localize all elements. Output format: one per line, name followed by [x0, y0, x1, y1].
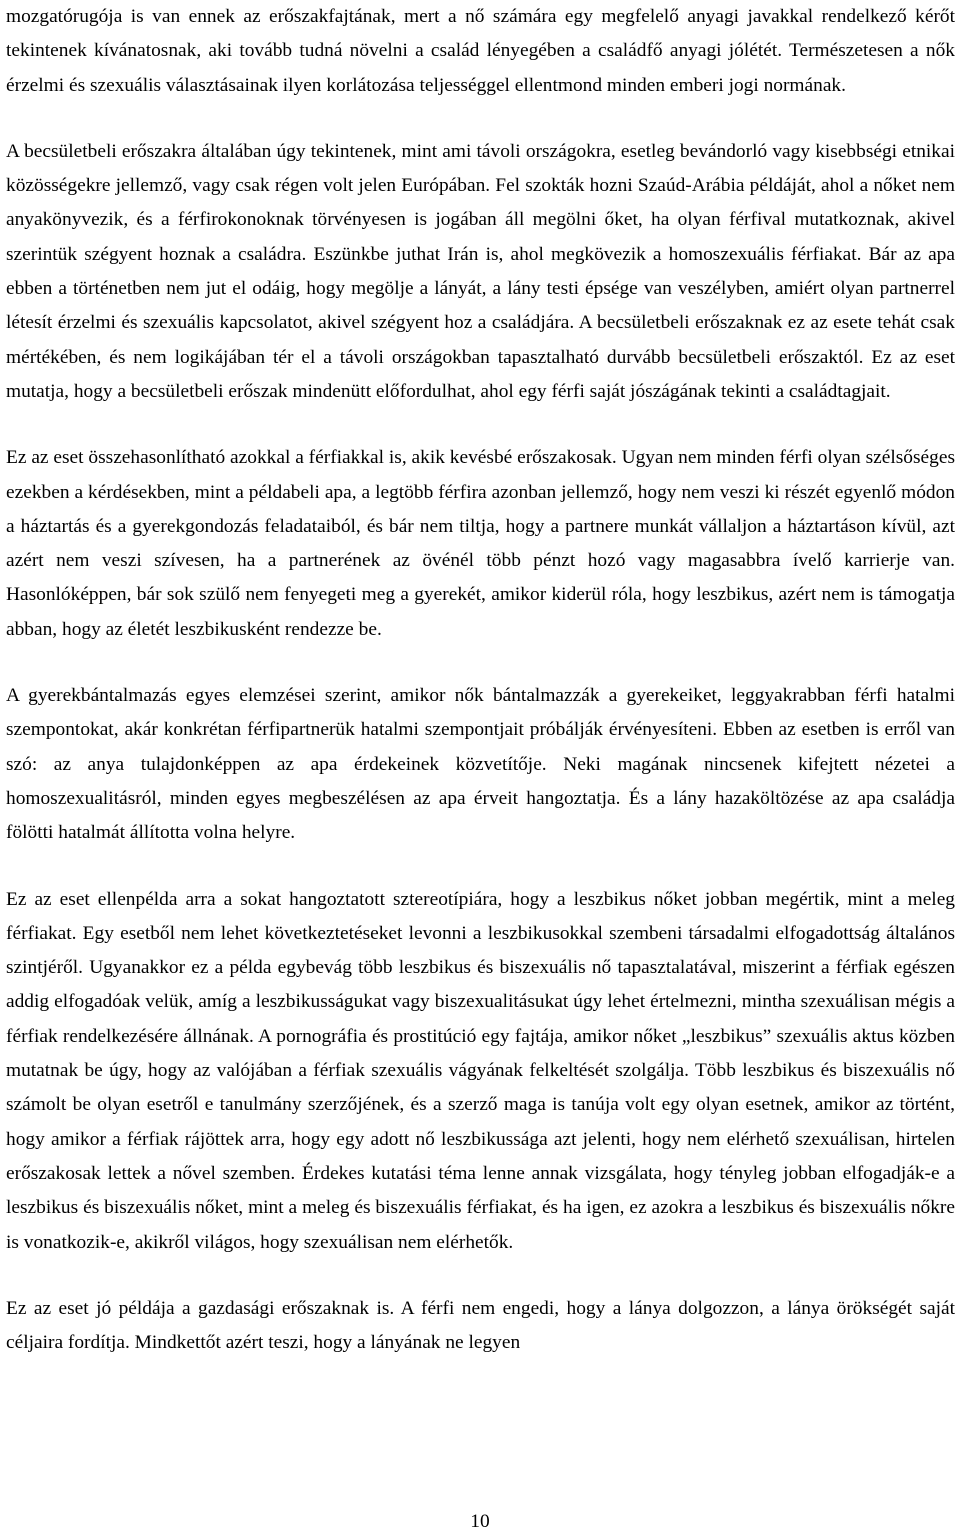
page-number: 10: [470, 1511, 490, 1532]
paragraph-5: Ez az eset ellenpélda arra a sokat hangoztatott sztereotípiára, hogy a leszbikus nőket jobban megértik, mint a meleg férfiakat. Egy esetből nem lehet következtetéseket levonni a leszbikusokkal szembeni társadalmi elfogadottság általános szintjéről. Ugyanakkor ez a példa egybevág több leszbikus és biszexuális nő tapasztalatával, miszerint a férfiak egészen addig elfogadóak velük, amíg a leszbikusságukat vagy biszexualitásukat úgy lehet értelmezni, mintha szexuálisan mégis a férfiak rendelkezésére állnának. A pornográfia és prostitúció egy fajtája, amikor nőket „leszbikus” szexuális aktus közben mutatnak be úgy, hogy az valójában a férfiak szexuális vágyának felkeltését szolgálja. Több leszbikus és biszexuális nő számolt be olyan esetről e tanulmány szerzőjének, és a szerző maga is tanúja volt egy olyan esetnek, amikor az történt, hogy amikor a férfiak rájöttek arra, hogy egy adott nő leszbikussága azt jelenti, hogy nem elérhető szexuálisan, hirtelen erőszakosak lettek a nővel szemben. Érdekes kutatási téma lenne annak vizsgálata, hogy tényleg jobban elfogadják-e a leszbikus és biszexuális nőket, mint a meleg és biszexuális férfiakat, és ha igen, ez azokra a leszbikus és biszexuális nőkre is vonatkozik-e, akikről világos, hogy szexuálisan nem elérhetők.: [6, 888, 955, 1253]
paragraph-2: A becsületbeli erőszakra általában úgy tekintenek, mint ami távoli országokra, esetleg bevándorló vagy kisebbségi etnikai közösségekre jellemző, vagy csak régen volt jelen Európában. Fel szokták hozni Szaúd-Arábia példáját, ahol a nőket nem anyakönyvezik, és a férfirokonoknak törvényesen is jogában áll megölni őket, ha olyan férfival mutatkoznak, akivel szerintük szégyent hoznak a családra. Eszünkbe juthat Irán is, ahol megkövezik a homoszexuális férfiakat. Bár az apa ebben a történetben nem jut el odáig, hogy megölje a lányát, a lány testi épsége van veszélyben, amiért olyan partnerrel létesít érzelmi és szexuális kapcsolatot, akivel szégyent hoz a családjára. A becsületbeli erőszaknak ez az esete tehát csak mértékében, és nem logikájában tér el a távoli országokban tapasztalható durvább becsületbeli erőszaktól. Ez az eset mutatja, hogy a becsületbeli erőszak mindenütt előfordulhat, ahol egy férfi saját jószágának tekinti a családtagjait.: [6, 140, 955, 402]
paragraph-6: Ez az eset jó példája a gazdasági erőszaknak is. A férfi nem engedi, hogy a lánya dolgozzon, a lánya örökségét saját céljaira fordítja. Mindkettőt azért teszi, hogy a lányának ne legyen: [6, 1297, 955, 1354]
paragraph-1: mozgatórugója is van ennek az erőszakfajtának, mert a nő számára egy megfelelő anyagi javakkal rendelkező kérőt tekintenek kívánatosnak, aki tovább tudná növelni a család lényegében a családfő anyagi jólétét. Természetesen a nők érzelmi és szexuális választásainak ilyen korlátozása teljességgel ellentmond minden emberi jogi normának.: [6, 6, 955, 96]
paragraph-4: A gyerekbántalmazás egyes elemzései szerint, amikor nők bántalmazzák a gyerekeiket, leggyakrabban férfi hatalmi szempontokat, akár konkrétan férfipartnerük hatalmi szempontjait próbálják érvényesíteni. Ebben az esetben is erről van szó: az anya tulajdonképpen az apa érdekeinek közvetítője. Neki magának nincsenek kifejtett nézetei a homoszexualitásról, minden egyes megbeszélésen az apa érveit hangoztatja. És a lány hazaköltözése az apa családja fölötti hatalmát állította volna helyre.: [6, 685, 955, 844]
paragraph-3: Ez az eset összehasonlítható azokkal a férfiakkal is, akik kevésbé erőszakosak. Ugyan nem minden férfi olyan szélsőséges ezekben a kérdésekben, mint a példabeli apa, a legtöbb férfira azonban jellemző, hogy nem veszi ki részét egyenlő módon a háztartás és a gyerekgondozás feladataiból, és bár nem tiltja, hogy a partnere munkát vállaljon a háztartáson kívül, azt azért nem veszi szívesen, ha a partnerének az övénél több pénzt hozó vagy magasabbra ívelő karrierje van. Hasonlóképpen, bár sok szülő nem fenyegeti meg a gyerekét, amikor kiderül róla, hogy leszbikus, azért nem is támogatja abban, hogy az életét leszbikusként rendezze be.: [6, 447, 955, 640]
page-body: [6, 0, 955, 1360]
